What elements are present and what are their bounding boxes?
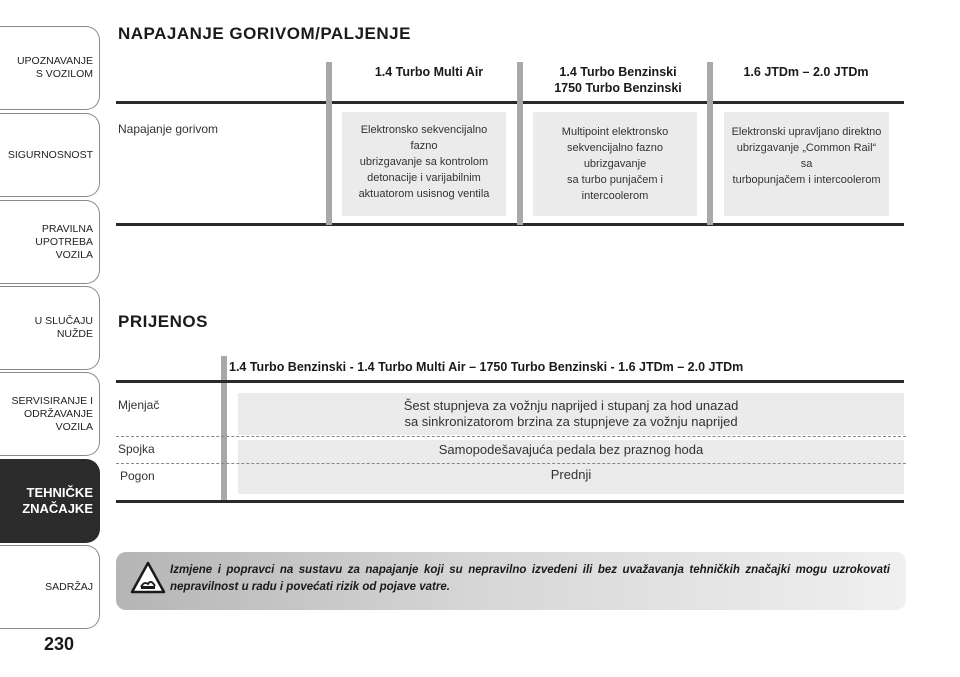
tab-label-line: U SLUČAJU (34, 315, 93, 327)
transmission-bottom-rule (116, 500, 904, 503)
cell-line: detonacije i varijabilnim (367, 172, 481, 184)
tab-label-line: SIGURNOSNOST (7, 148, 93, 161)
cell-line: aktuatorom usisnog ventila (358, 188, 490, 200)
tab-pravilna-upotreba-vozila[interactable] (0, 200, 100, 284)
table-bottom-rule (116, 223, 904, 226)
tab-label-line: ODRŽAVANJE (23, 407, 93, 420)
row-label-spojka: Spojka (118, 442, 155, 456)
tab-u-slucaju-nuzde[interactable] (0, 286, 100, 370)
value-line: sa sinkronizatorom brzina za stupnjeve za vožnju naprijed (404, 414, 738, 429)
transmission-divider (221, 356, 227, 501)
cell-line: Elektronski upravljano direktno (731, 126, 882, 138)
column-divider (326, 62, 332, 225)
cell-line: ubrizgavanje „Common Rail“ sa (736, 142, 877, 170)
tab-label-line: TEHNIČKE (26, 485, 93, 500)
cell-line: Elektronsko sekvencijalno fazno (360, 124, 488, 152)
tab-servisiranje-i-odrzavanje[interactable] (0, 372, 100, 456)
column-header-turbo-benzinski (527, 64, 709, 96)
tab-label-line: SERVISIRANJE I (11, 394, 93, 407)
cell-line: sekvencijalno fazno ubrizgavanje (566, 142, 663, 170)
value-pogon (238, 467, 904, 483)
value-line: Samopodešavajuća pedala bez praznog hoda (438, 442, 704, 457)
column-header-multiair (336, 64, 522, 80)
tab-tehnicke-znacajke[interactable] (0, 459, 100, 543)
cell-line: turbopunjačem i intercoolerom (732, 174, 881, 186)
value-line: Šest stupnjeva za vožnju naprijed i stupanj za hod unazad (403, 398, 739, 413)
cell-line: ubrizgavanje sa kontrolom (359, 156, 489, 168)
cell-line: sa turbo punjačem i intercoolerom (567, 174, 663, 202)
tab-label-line: VOZILA (55, 248, 93, 261)
warning-triangle-icon (130, 560, 166, 596)
tab-label-line: UPOZNAVANJE (16, 55, 93, 67)
table-top-rule (116, 101, 904, 104)
warning-box (116, 552, 906, 610)
tab-upoznavanje-s-vozilom[interactable] (0, 26, 100, 110)
tab-label-line: UPOTREBA (35, 235, 93, 248)
cell-turbo-benzinski (533, 112, 697, 216)
transmission-section-title: PRIJENOS (118, 312, 208, 331)
page-number: 230 (44, 634, 75, 654)
value-mjenjac (238, 398, 904, 430)
row-label-pogon: Pogon (120, 469, 155, 483)
fuel-section-title: NAPAJANJE GORIVOM/PALJENJE (118, 24, 411, 43)
cell-line: Multipoint elektronsko (561, 126, 669, 138)
row-separator (116, 463, 906, 464)
tab-label-line: ZNAČAJKE (22, 501, 93, 516)
column-divider (517, 62, 523, 225)
cell-multiair (342, 112, 506, 216)
row-label-napajanje: Napajanje gorivom (118, 122, 219, 136)
tab-label-line: SADRŽAJ (45, 580, 93, 593)
column-header-jtdm (716, 64, 896, 80)
transmission-engines-header: 1.4 Turbo Benzinski - 1.4 Turbo Multi Air – 1750 Turbo Benzinski - 1.6 JTDm – 2.0 JTDm (229, 360, 744, 374)
chapter-sidebar (0, 0, 102, 640)
row-label-mjenjac: Mjenjač (118, 398, 160, 412)
column-header-line: 1750 Turbo Benzinski (554, 81, 682, 95)
value-spojka (238, 442, 904, 458)
warning-text: Izmjene i popravci na sustavu za napajanje koji su nepravilno izvedeni ili bez uvažavanja tehničkih značajki mogu uzrokovati nepravilnost u radu i povećati rizik od pojave vatre. (170, 564, 890, 593)
tab-label-line: PRAVILNA (41, 222, 93, 235)
value-line: Prednji (550, 467, 592, 482)
tab-label-line: S VOZILOM (35, 68, 93, 80)
column-header-line: 1.4 Turbo Multi Air (374, 65, 484, 79)
transmission-top-rule (116, 380, 904, 383)
tab-label-line: VOZILA (55, 420, 93, 433)
tab-label-line: NUŽDE (56, 328, 93, 340)
column-header-line: 1.6 JTDm – 2.0 JTDm (743, 65, 869, 79)
row-separator (116, 436, 906, 437)
tab-sigurnosnost[interactable] (0, 113, 100, 197)
tab-sadrzaj[interactable] (0, 545, 100, 629)
cell-jtdm (724, 112, 889, 216)
column-divider (707, 62, 713, 225)
column-header-line: 1.4 Turbo Benzinski (559, 65, 677, 79)
